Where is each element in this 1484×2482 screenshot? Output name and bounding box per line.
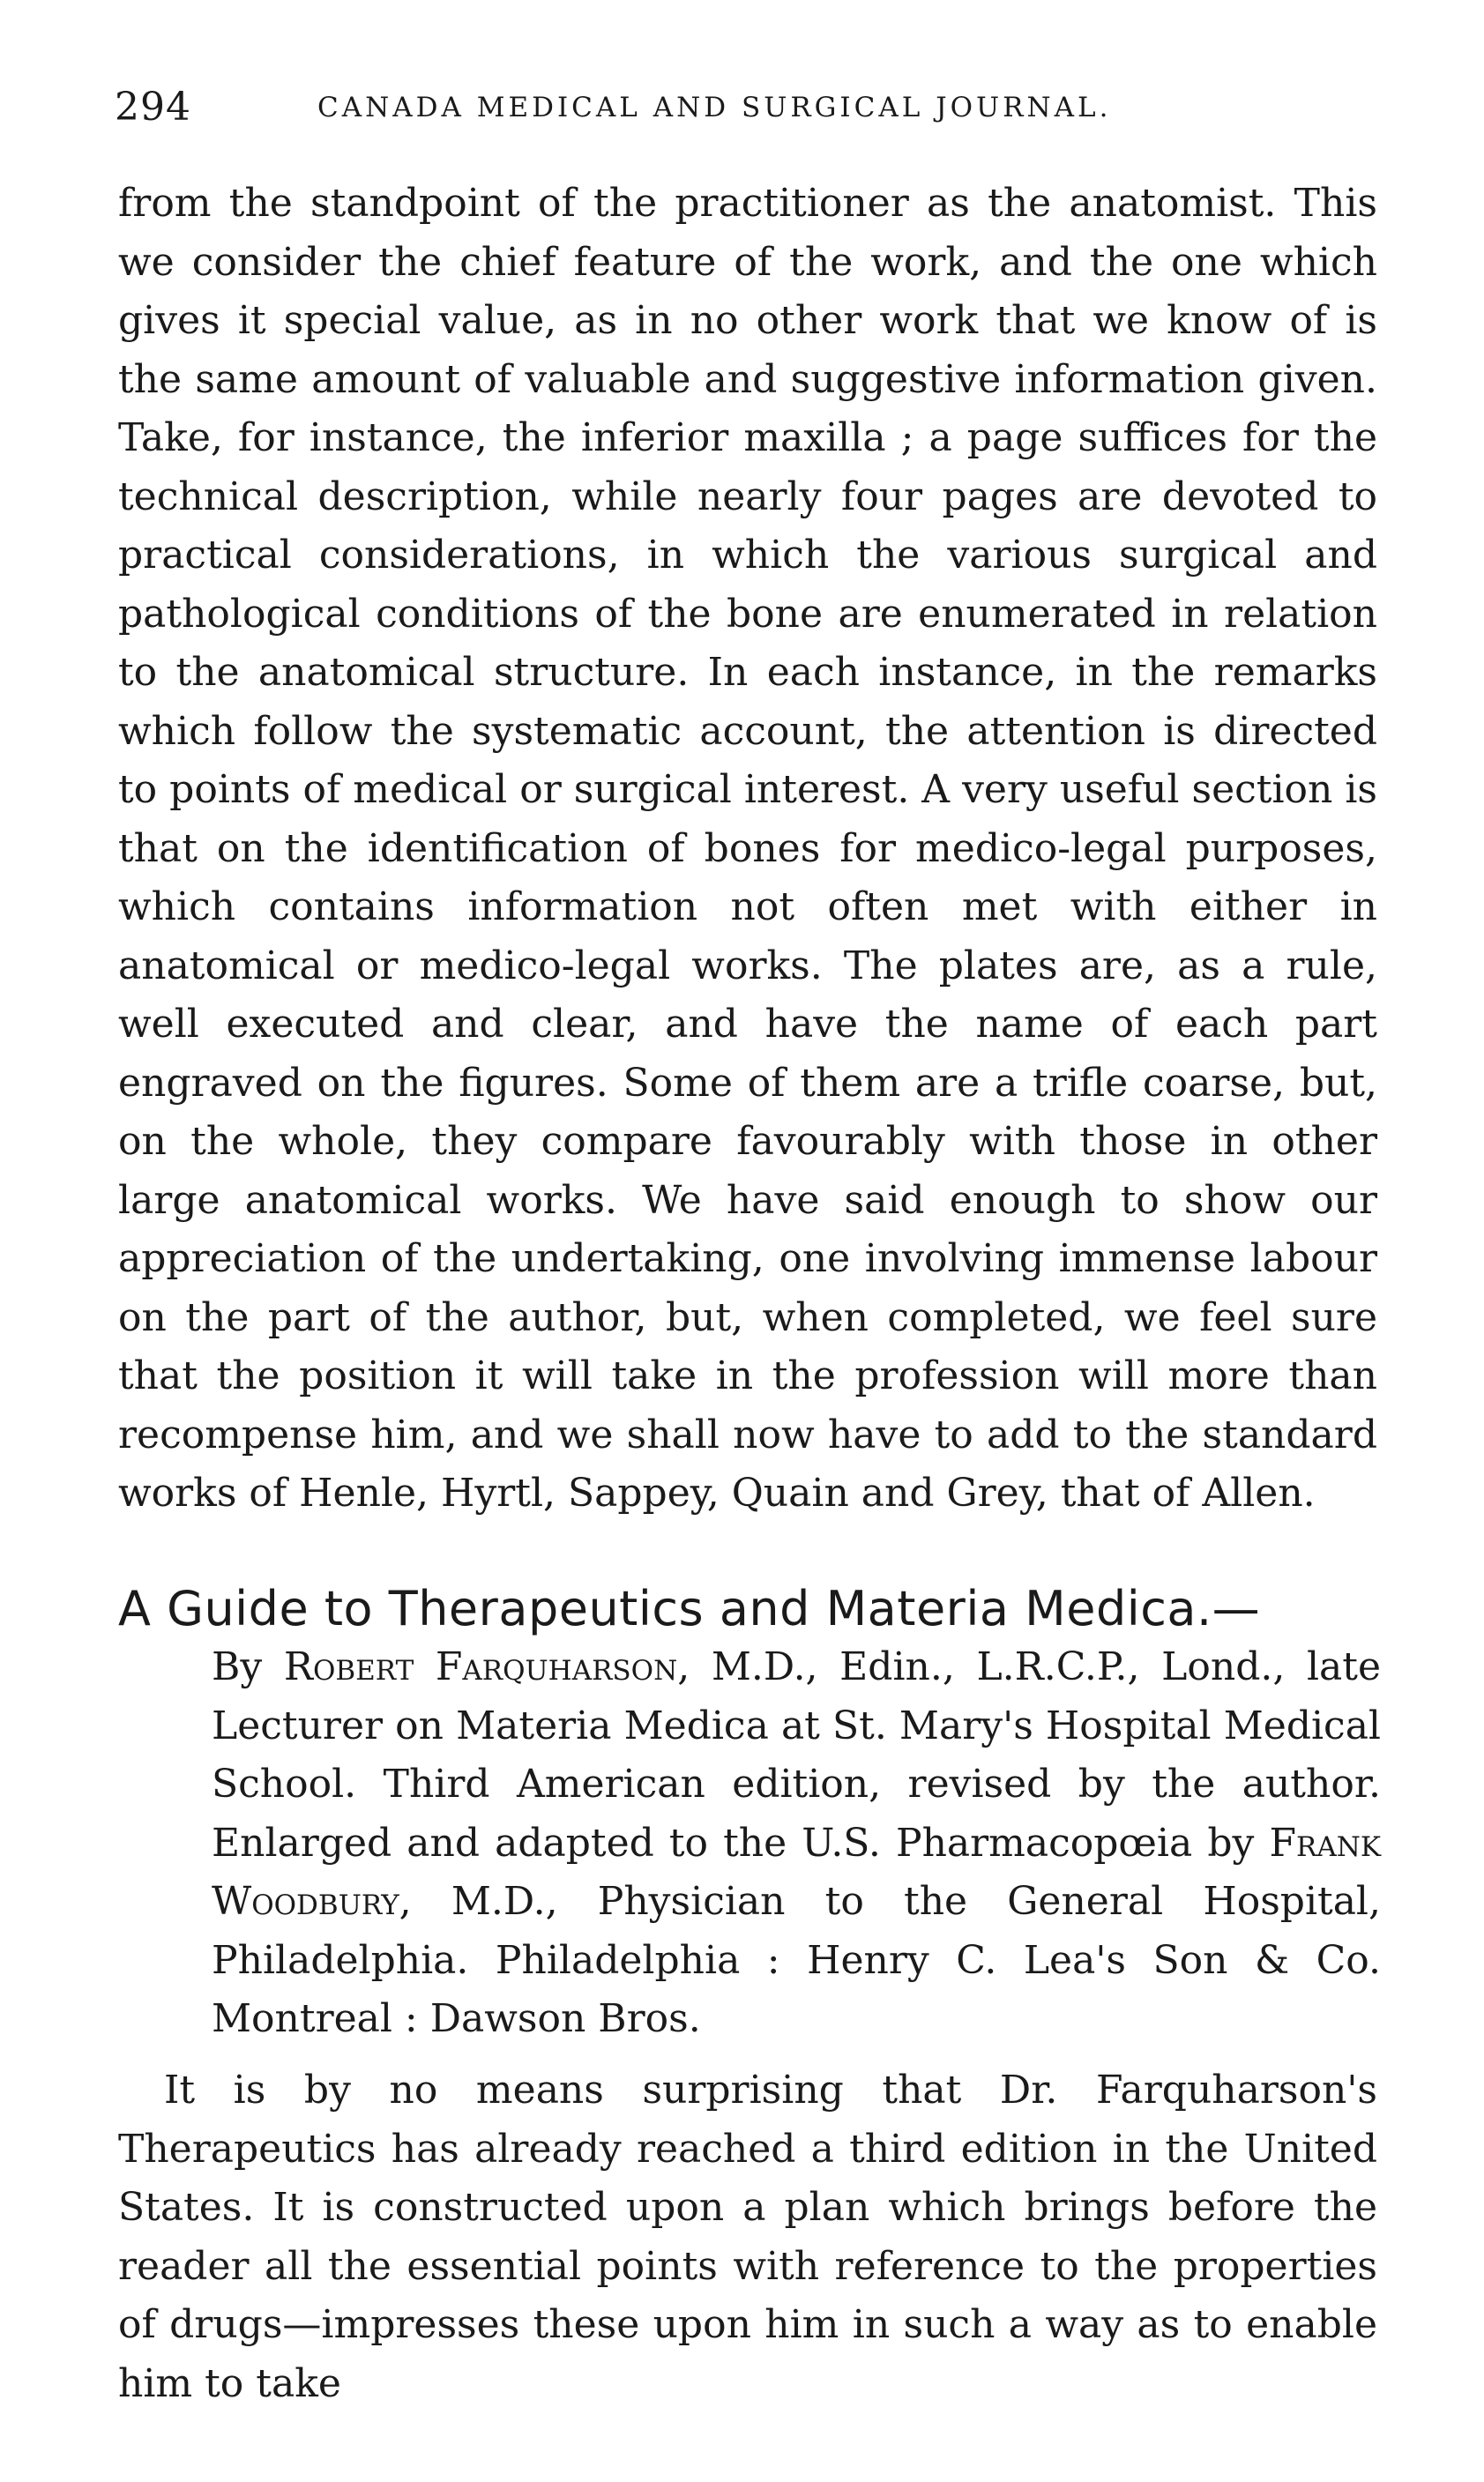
review-paragraph: It is by no means surprising that Dr. Farquharson's Therapeutics has already reached a third edition in the United States. It is constructed upon a plan which brings before the reader all the essential points with reference to the properties of drugs—impresses these upon him in such a way as to enable him to take — [118, 2068, 1377, 2406]
author-credentials: , M.D., Edin., L.R.C.P., Lond., late Lecturer on Materia Medica at St. Mary's Hospital Medical School. Third American edition, revised by the author. Enlarged and adapted to the U.S. Pharmacopœia by — [212, 1644, 1381, 1866]
running-head — [115, 85, 1367, 138]
page-number: 294 — [115, 85, 191, 130]
citation-by: By — [212, 1644, 263, 1689]
journal-title: CANADA MEDICAL AND SURGICAL JOURNAL. — [317, 92, 1112, 123]
review-paragraph: from the standpoint of the practitioner as the anatomist. This we consider the chief feature of the work, and the one which gives it special value, as in no other work that we know of is the same amount of valuable and suggestive information given. Take, for instance, the inferior maxilla ; a page suffices for the technical description, while nearly four pages are devoted to practical considerations, in which the various surgical and pathological conditions of the bone are enumerated in relation to the anatomical structure. In each instance, in the remarks which follow the systematic account, the attention is directed to points of medical or surgical interest. A very useful section is that on the identification of bones for medico-legal purposes, which contains information not often met with either in anatomical or medico-legal works. The plates are, as a rule, well executed and clear, and have the name of each part engraved on the figures. Some of them are a trifle coarse, but, on the whole, they compare favourably with those in other large anatomical works. We have said enough to show our appreciation of the undertaking, one involving immense labour on the part of the author, but, when completed, we feel sure that the position it will take in the profession will more than recompense him, and we shall now have to add to the standard works of Henle, Hyrtl, Sappey, Quain and Grey, that of Allen. — [118, 181, 1377, 1516]
book-title-heading: A Guide to Therapeutics and Materia Medica.— — [118, 1581, 1261, 1636]
editor-name: Frank Woodbury — [212, 1820, 1381, 1924]
book-citation — [212, 1638, 1381, 2049]
author-name: Robert Farquharson — [283, 1644, 678, 1689]
editor-details: , M.D., Physician to the General Hospital, Philadelphia. Philadelphia : Henry C. Lea's Son & Co. Montreal : Dawson Bros. — [212, 1879, 1381, 2041]
